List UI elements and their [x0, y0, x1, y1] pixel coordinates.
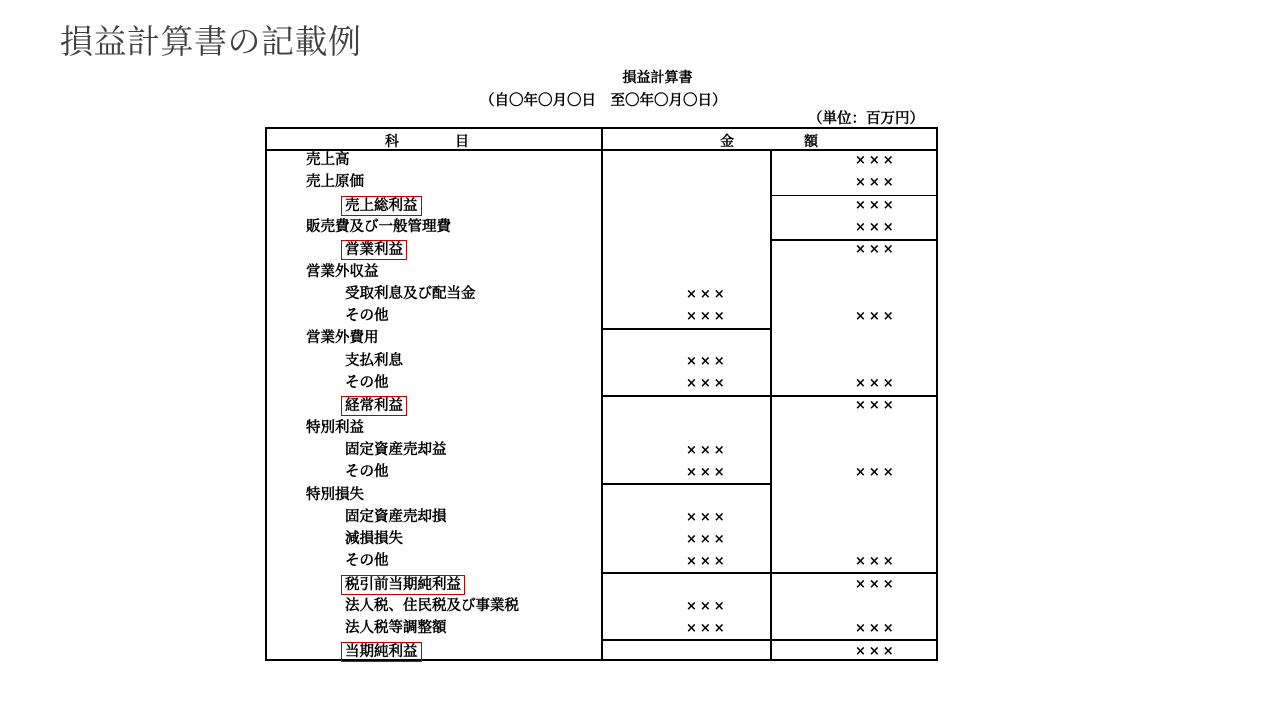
account-label: 支払利息	[345, 353, 403, 369]
detail-amount: ×××	[686, 287, 728, 302]
total-amount: ×××	[855, 242, 897, 257]
account-label: 売上原価	[306, 174, 364, 190]
account-label: 固定資産売却損	[345, 509, 447, 525]
subtotal-label: 売上総利益	[341, 196, 422, 216]
account-label: 受取利息及び配当金	[345, 286, 476, 302]
total-amount: ×××	[855, 198, 897, 213]
rule	[601, 328, 770, 330]
total-amount: ×××	[855, 577, 897, 592]
detail-amount: ×××	[686, 354, 728, 369]
account-label: その他	[345, 375, 389, 391]
account-label: 売上高	[306, 152, 350, 168]
total-amount: ×××	[855, 621, 897, 636]
subtotal-label: 当期純利益	[341, 642, 422, 662]
total-amount: ×××	[855, 398, 897, 413]
detail-amount: ×××	[686, 532, 728, 547]
total-amount: ×××	[855, 465, 897, 480]
rule	[770, 195, 938, 196]
rule	[770, 239, 938, 241]
account-label: 販売費及び一般管理費	[306, 219, 451, 235]
detail-amount: ×××	[686, 465, 728, 480]
detail-amount: ×××	[686, 309, 728, 324]
account-label: 法人税、住民税及び事業税	[345, 598, 519, 614]
total-amount: ×××	[855, 554, 897, 569]
rule	[601, 483, 770, 485]
header-account: 科 目	[385, 134, 469, 150]
detail-amount: ×××	[686, 443, 728, 458]
header-amount-left: 金	[720, 134, 734, 150]
detail-amount: ×××	[686, 621, 728, 636]
slide-title: 損益計算書の記載例	[60, 22, 362, 61]
subtotal-label: 経常利益	[341, 396, 407, 416]
total-amount: ×××	[855, 153, 897, 168]
total-amount: ×××	[855, 175, 897, 190]
statement-period: （自〇年〇月〇日 至〇年〇月〇日）	[480, 93, 727, 109]
divider-amount-columns	[770, 151, 772, 659]
account-label: 特別損失	[306, 487, 364, 503]
account-label: 営業外収益	[306, 264, 379, 280]
header-amount-right: 額	[804, 134, 818, 150]
account-label: 固定資産売却益	[345, 442, 447, 458]
subtotal-label: 税引前当期純利益	[341, 575, 465, 595]
rule	[601, 639, 938, 641]
total-amount: ×××	[855, 644, 897, 659]
account-label: 営業外費用	[306, 330, 379, 346]
account-label: 減損損失	[345, 531, 403, 547]
statement-title: 損益計算書	[622, 70, 693, 86]
total-amount: ×××	[855, 309, 897, 324]
divider-account-amount	[601, 129, 603, 659]
rule	[601, 572, 938, 574]
account-label: その他	[345, 464, 389, 480]
detail-amount: ×××	[686, 599, 728, 614]
total-amount: ×××	[855, 376, 897, 391]
statement-unit: （単位：百万円）	[808, 111, 924, 127]
account-label: その他	[345, 308, 389, 324]
subtotal-label: 営業利益	[341, 240, 407, 260]
total-amount: ×××	[855, 220, 897, 235]
detail-amount: ×××	[686, 554, 728, 569]
account-label: 法人税等調整額	[345, 620, 447, 636]
detail-amount: ×××	[686, 510, 728, 525]
detail-amount: ×××	[686, 376, 728, 391]
account-label: その他	[345, 553, 389, 569]
account-label: 特別利益	[306, 420, 364, 436]
